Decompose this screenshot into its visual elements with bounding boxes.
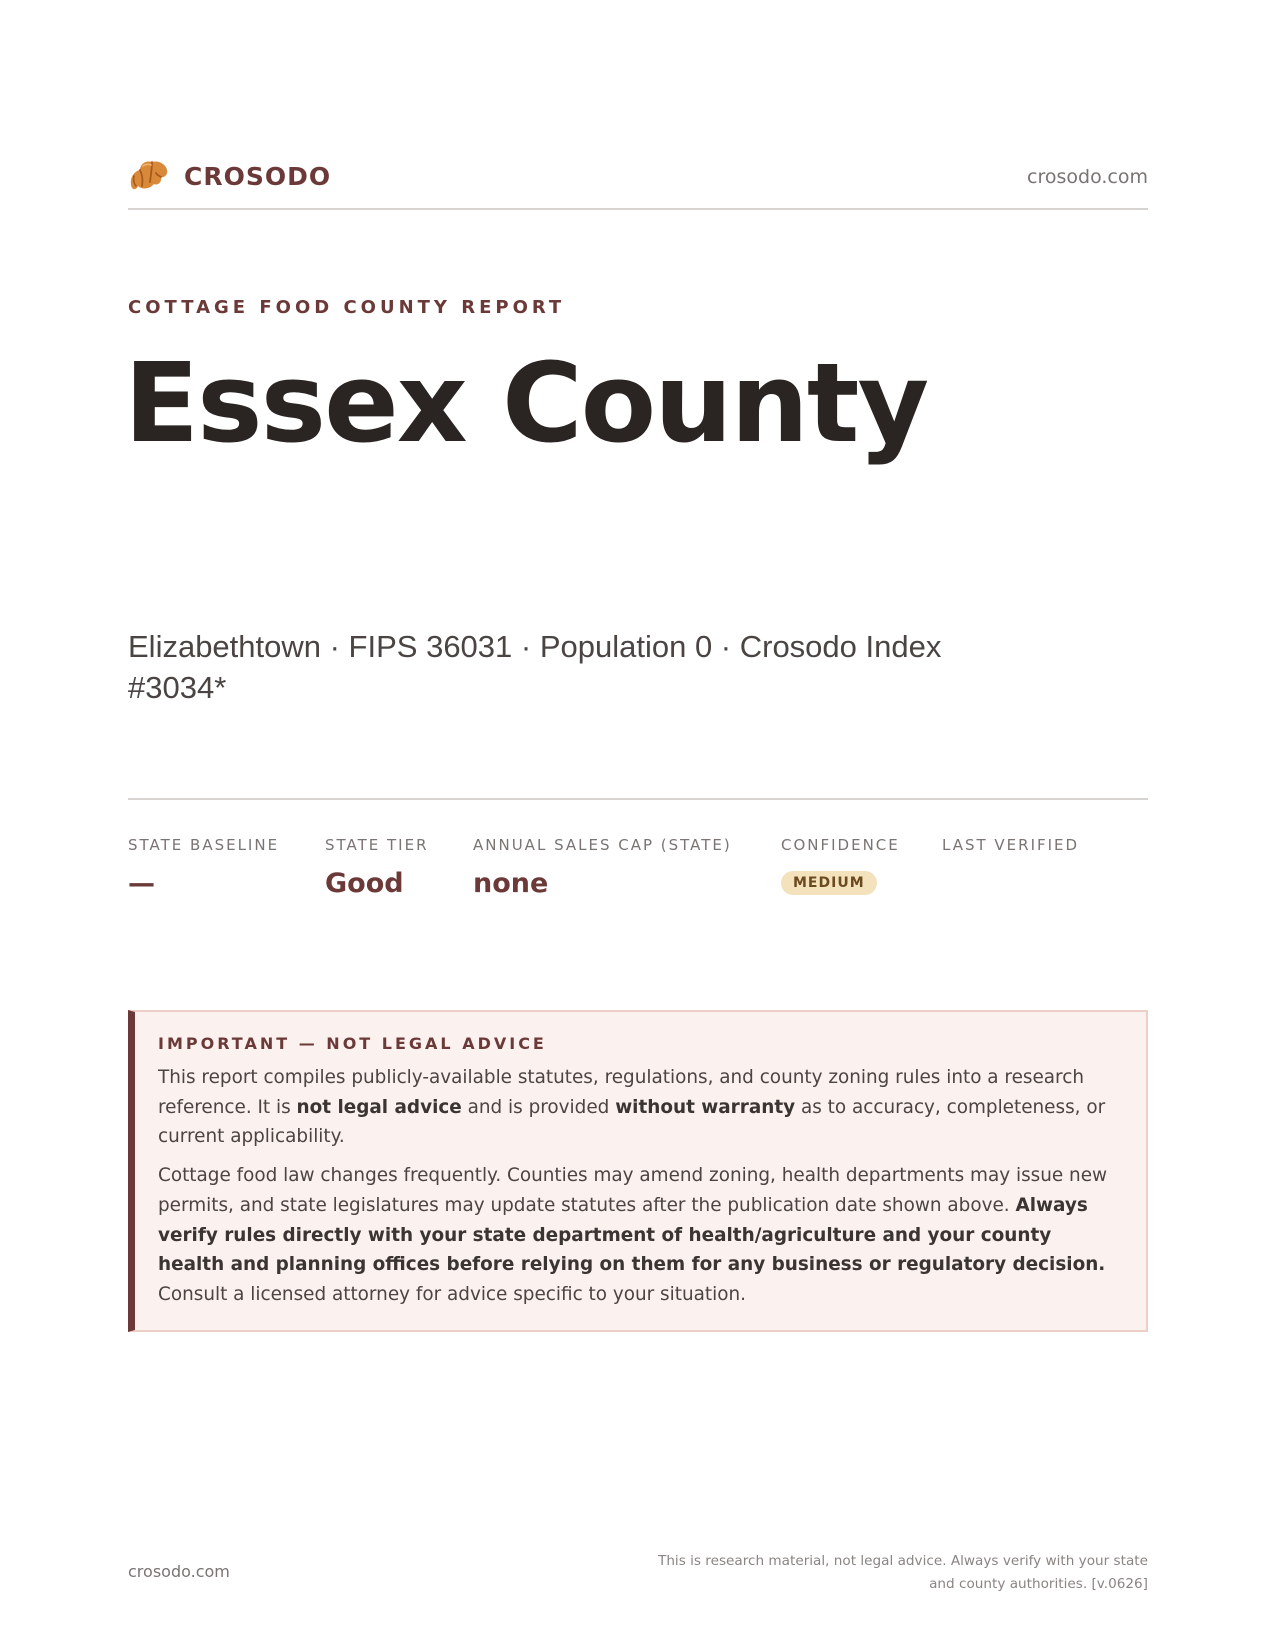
header-site-link[interactable]: crosodo.com [1027, 166, 1148, 188]
brand-logo [128, 158, 331, 194]
confidence-badge: MEDIUM [781, 871, 877, 895]
notice-paragraph [158, 1161, 1122, 1310]
stat-label: LAST VERIFIED [942, 836, 1080, 854]
report-page [124, 0, 1148, 1650]
stat-state-baseline [128, 836, 279, 899]
notice-emphasis: not legal advice [296, 1096, 462, 1118]
report-eyebrow: COTTAGE FOOD COUNTY REPORT [128, 297, 566, 318]
stat-last-verified [942, 836, 1079, 868]
notice-text: as to accuracy, completeness, or current applicability. [158, 1096, 1106, 1148]
brand-name: CROSODO [184, 161, 332, 191]
legal-notice [128, 1010, 1148, 1332]
notice-emphasis: without warranty [615, 1096, 796, 1118]
notice-heading: IMPORTANT — NOT LEGAL ADVICE [158, 1034, 547, 1053]
stat-state-tier [325, 836, 429, 899]
stat-confidence [781, 836, 900, 895]
footer-site-link[interactable]: crosodo.com [128, 1562, 230, 1581]
stat-label: STATE BASELINE [128, 836, 280, 854]
stat-value: — [128, 868, 155, 899]
notice-text: This report compiles publicly-available statutes, regulations, and county zoning rules into a research reference. It is [158, 1067, 1084, 1118]
notice-paragraph [158, 1063, 1122, 1152]
notice-emphasis: Always verify rules directly with your state department of health/agriculture and your county health and planning offices before relying on them for any business or regulatory decision. [158, 1194, 1106, 1276]
notice-text: Consult a licensed attorney for advice specific to your situation. [158, 1283, 746, 1305]
county-subtitle: Elizabethtown · FIPS 36031 · Population 0 · Crosodo Index #3034* [128, 629, 942, 705]
stats-row [128, 798, 1148, 930]
footer-disclaimer [628, 1550, 1148, 1596]
footer-disclaimer-line: and county authorities. [v.0626] [929, 1576, 1148, 1592]
stat-value: Good [325, 868, 404, 899]
stat-label: CONFIDENCE [781, 836, 900, 854]
stat-label: STATE TIER [325, 836, 429, 854]
stat-annual-sales-cap [473, 836, 732, 899]
page-title: Essex County [124, 339, 928, 467]
stat-label: ANNUAL SALES CAP (STATE) [473, 836, 732, 854]
footer-disclaimer-line: This is research material, not legal advice. Always verify with your state [658, 1553, 1148, 1569]
notice-text: and is provided [461, 1096, 616, 1118]
page-header [128, 156, 1148, 210]
notice-text: Cottage food law changes frequently. Counties may amend zoning, health departments may issue new permits, and state legislatures may update statutes after the publication date shown above. [158, 1165, 1108, 1216]
croissant-icon [128, 158, 170, 194]
stat-value: none [473, 868, 549, 899]
